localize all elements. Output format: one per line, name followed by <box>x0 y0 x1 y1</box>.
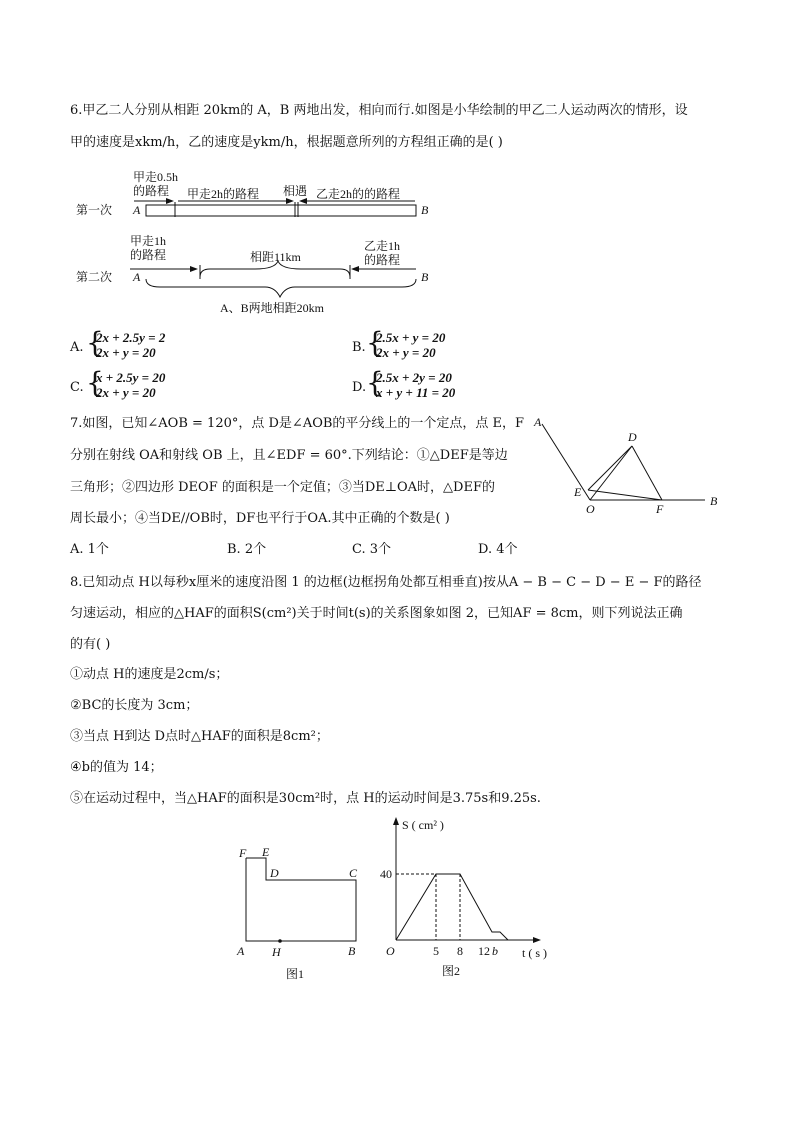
q8-fig2-tick-8: 8 <box>457 944 463 958</box>
q6-option-b-brace: { <box>366 326 384 359</box>
q8-figure-1 <box>230 840 370 985</box>
q6-option-d-label[interactable]: D. <box>352 380 367 395</box>
q6-option-a-row1: 2x + 2.5y = 2 <box>96 330 166 345</box>
q7-option-c[interactable]: C. 3个 <box>352 542 392 557</box>
q7-option-a[interactable]: A. 1个 <box>70 542 109 557</box>
q6-second-label: 第二次 <box>76 270 113 284</box>
q6-first-a: A <box>133 203 141 217</box>
q8-fig1-h: H <box>272 945 281 959</box>
q6-option-a-label[interactable]: A. <box>70 340 84 355</box>
q6-figure <box>70 165 450 320</box>
q8-fig1-c: C <box>349 866 358 880</box>
q6-line2: 甲的速度是xkm/h，乙的速度是ykm/h，根据题意所列的方程组正确的是( ) <box>70 135 503 150</box>
q7-pt-o: O <box>586 502 595 516</box>
q8-figure-2 <box>380 812 570 984</box>
q8-fig2-origin: O <box>386 944 395 958</box>
q6-option-b-row1: 2.5x + y = 20 <box>376 330 446 345</box>
q7-line1: 7.如图，已知∠AOB = 120°，点 D是∠AOB的平分线上的一个定点，点 E，F <box>70 416 525 431</box>
q8-fig2-y40: 40 <box>380 867 392 881</box>
q6-total: A、B两地相距20km <box>220 301 325 315</box>
q8-fig1-a: A <box>237 944 245 958</box>
q6-meet: 相遇 <box>283 184 308 198</box>
q6-gap: 相距11km <box>250 250 301 264</box>
q6-option-c-label[interactable]: C. <box>70 380 84 395</box>
q6-second-b: B <box>421 270 429 284</box>
q6-option-c-row2: 2x + y = 20 <box>96 385 156 400</box>
q8-fig2-xlabel: t ( s ) <box>522 946 547 960</box>
q8-statement-4: ④b的值为 14； <box>70 760 163 775</box>
q8-statement-5: ⑤在运动过程中，当△HAF的面积是30cm²时，点 H的运动时间是3.75s和9.25s. <box>70 791 541 806</box>
q8-fig2-ylabel: S ( cm² ) <box>402 818 444 832</box>
q7-line3: 三角形；②四边形 DEOF 的面积是一个定值；③当DE⊥OA时，△DEF的 <box>70 480 495 495</box>
q6-option-a-brace: { <box>86 326 104 359</box>
q8-fig2-caption: 图2 <box>442 964 461 978</box>
q6-option-c-brace: { <box>86 366 104 399</box>
q6-second-a: A <box>133 270 141 284</box>
q6-first-label: 第一次 <box>76 203 113 217</box>
q8-statement-1: ①动点 H的速度是2cm/s； <box>70 667 229 682</box>
q8-statement-2: ②BC的长度为 3cm； <box>70 698 199 713</box>
q7-option-b[interactable]: B. 2个 <box>227 542 267 557</box>
q7-option-d[interactable]: D. 4个 <box>478 542 518 557</box>
q8-fig1-caption: 图1 <box>286 967 305 981</box>
q8-fig2-tick-b: b <box>492 944 498 958</box>
q7-line2: 分别在射线 OA和射线 OB 上，且∠EDF = 60°.下列结论：①△DEF是等边 <box>70 448 508 463</box>
q7-pt-b: B <box>710 494 718 508</box>
q8-line2: 匀速运动，相应的△HAF的面积S(cm²)关于时间t(s)的关系图象如图 2，已知AF = 8cm，则下列说法正确 <box>70 606 683 621</box>
q6-first-b: B <box>421 203 429 217</box>
q6-option-c-row1: x + 2.5y = 20 <box>96 370 166 385</box>
q6-first-bar <box>146 205 416 216</box>
q7-pt-d: D <box>628 430 637 444</box>
q6-jia-1h-2: 的路程 <box>130 248 167 262</box>
q7-pt-f: F <box>656 502 664 516</box>
q6-jia-2h: 甲走2h的路程 <box>187 187 260 201</box>
q8-statement-3: ③当点 H到达 D点时△HAF的面积是8cm²； <box>70 729 329 744</box>
q8-line1: 8.已知动点 H以每秒x厘米的速度沿图 1 的边框(边框拐角处都互相垂直)按从A − B − C − D − E − F的路径 <box>70 575 702 590</box>
q6-yi-1h-1: 乙走1h <box>364 239 401 253</box>
q6-option-b-row2: 2x + y = 20 <box>376 345 436 360</box>
q8-fig1-f: F <box>239 846 247 860</box>
q7-figure <box>530 410 730 520</box>
q8-fig1-e: E <box>262 845 270 859</box>
q8-fig1-d: D <box>270 866 279 880</box>
q6-jia-1h-1: 甲走1h <box>130 234 167 248</box>
q8-fig2-tick-5: 5 <box>433 944 439 958</box>
q6-jia-half-1: 甲走0.5h <box>133 170 179 184</box>
q6-yi-1h-2: 的路程 <box>364 253 401 267</box>
q7-pt-e: E <box>574 485 582 499</box>
q6-option-b-label[interactable]: B. <box>352 340 366 355</box>
q6-option-a-row2: 2x + y = 20 <box>96 345 156 360</box>
q8-fig2-tick-12: 12 <box>478 944 490 958</box>
q8-fig1-b: B <box>348 944 356 958</box>
q8-line3: 的有( ) <box>70 637 111 652</box>
q6-option-d-row2: x + y + 11 = 20 <box>376 385 456 400</box>
q7-line4: 周长最小；④当DE//OB时，DF也平行于OA.其中正确的个数是( ) <box>70 511 450 526</box>
q6-yi-2h: 乙走2h的的路程 <box>316 187 401 201</box>
q6-line1: 6.甲乙二人分别从相距 20km的 A，B 两地出发，相向而行.如图是小华绘制的甲乙二人运动两次的情形，设 <box>70 103 688 118</box>
q7-pt-a: A <box>534 415 542 429</box>
q8-point-h <box>278 939 282 943</box>
q6-jia-half-2: 的路程 <box>133 184 170 198</box>
q6-option-d-row1: 2.5x + 2y = 20 <box>376 370 452 385</box>
q6-option-d-brace: { <box>366 366 384 399</box>
